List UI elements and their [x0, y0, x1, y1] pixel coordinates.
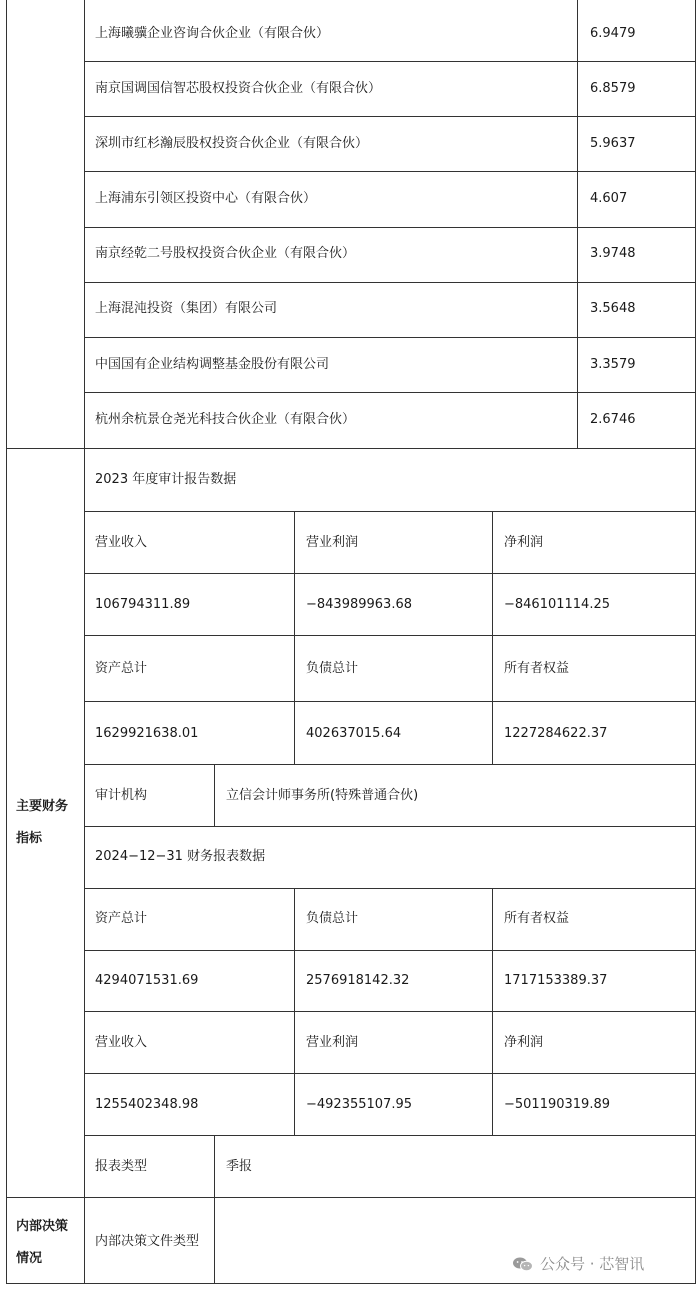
divider: [84, 1135, 696, 1136]
table-cell: 1717153389.37: [504, 973, 608, 988]
shareholder-name: 深圳市红杉瀚辰股权投资合伙企业（有限合伙）: [95, 136, 369, 151]
divider: [84, 1073, 696, 1074]
report-2024-title: 2024−12−31 财务报表数据: [95, 849, 266, 864]
section-label: 指标: [16, 831, 43, 846]
report-type-value: 季报: [226, 1159, 253, 1174]
divider: [84, 701, 696, 702]
section-label: 主要财务: [16, 799, 69, 814]
shareholder-name: 中国国有企业结构调整基金股份有限公司: [95, 357, 330, 372]
shareholder-value: 4.607: [590, 191, 628, 206]
divider: [294, 511, 295, 764]
table-cell: 1629921638.01: [95, 726, 199, 741]
table-cell: 2576918142.32: [306, 973, 410, 988]
shareholder-value: 3.3579: [590, 357, 636, 372]
divider: [6, 1197, 696, 1198]
table-header: 净利润: [504, 1035, 544, 1050]
auditor-label: 审计机构: [95, 788, 148, 803]
table-header: 营业收入: [95, 1035, 148, 1050]
table-cell: 106794311.89: [95, 597, 191, 612]
shareholder-value: 3.5648: [590, 301, 636, 316]
divider: [214, 764, 215, 826]
table-cell: −492355107.95: [306, 1097, 413, 1112]
table-cell: 1255402348.98: [95, 1097, 199, 1112]
table-cell: 4294071531.69: [95, 973, 199, 988]
report-type-label: 报表类型: [95, 1159, 148, 1174]
watermark-text: 公众号 · 芯智讯: [540, 1255, 645, 1273]
shareholder-name: 杭州余杭景仓尧光科技合伙企业（有限合伙）: [95, 412, 356, 427]
divider: [84, 635, 696, 636]
table-header: 营业利润: [306, 535, 359, 550]
table-cell: 1227284622.37: [504, 726, 608, 741]
shareholder-name: 上海曦骥企业咨询合伙企业（有限合伙）: [95, 26, 330, 41]
shareholder-value: 5.9637: [590, 136, 636, 151]
table-cell: −843989963.68: [306, 597, 413, 612]
auditor-value: 立信会计师事务所(特殊普通合伙): [226, 788, 419, 803]
divider: [84, 0, 85, 448]
shareholder-name: 南京国调国信智芯股权投资合伙企业（有限合伙）: [95, 81, 382, 96]
table-cell: −846101114.25: [504, 597, 611, 612]
watermark: [512, 1253, 644, 1274]
divider: [84, 1011, 696, 1012]
doc-type-label: 内部决策文件类型: [95, 1234, 200, 1249]
wechat-icon: [512, 1256, 534, 1272]
audit-2023-title: 2023 年度审计报告数据: [95, 472, 237, 487]
divider: [492, 511, 493, 764]
table-header: 净利润: [504, 535, 544, 550]
table-header: 资产总计: [95, 661, 148, 676]
divider: [84, 392, 696, 393]
table-header: 所有者权益: [504, 661, 570, 676]
divider: [84, 826, 696, 827]
divider: [214, 1135, 215, 1284]
divider: [84, 573, 696, 574]
table-cell: −501190319.89: [504, 1097, 611, 1112]
divider: [84, 227, 696, 228]
shareholder-value: 6.8579: [590, 81, 636, 96]
divider: [84, 171, 696, 172]
table-header: 所有者权益: [504, 911, 570, 926]
divider: [84, 116, 696, 117]
table-header: 负债总计: [306, 661, 359, 676]
divider: [84, 888, 696, 889]
divider: [84, 764, 696, 765]
shareholder-value: 3.9748: [590, 246, 636, 261]
shareholder-value: 6.9479: [590, 26, 636, 41]
divider: [84, 950, 696, 951]
table-header: 资产总计: [95, 911, 148, 926]
divider: [577, 0, 578, 448]
shareholder-value: 2.6746: [590, 412, 636, 427]
divider: [6, 448, 696, 449]
table-header: 营业收入: [95, 535, 148, 550]
divider: [84, 282, 696, 283]
table-cell: 402637015.64: [306, 726, 402, 741]
divider: [84, 337, 696, 338]
shareholder-name: 上海混沌投资（集团）有限公司: [95, 301, 278, 316]
table-header: 营业利润: [306, 1035, 359, 1050]
shareholder-name: 南京经乾二号股权投资合伙企业（有限合伙）: [95, 246, 356, 261]
section-label: 情况: [16, 1251, 43, 1266]
section-label: 内部决策: [16, 1219, 69, 1234]
divider: [84, 511, 696, 512]
divider: [84, 61, 696, 62]
table-header: 负债总计: [306, 911, 359, 926]
shareholder-name: 上海浦东引领区投资中心（有限合伙）: [95, 191, 317, 206]
